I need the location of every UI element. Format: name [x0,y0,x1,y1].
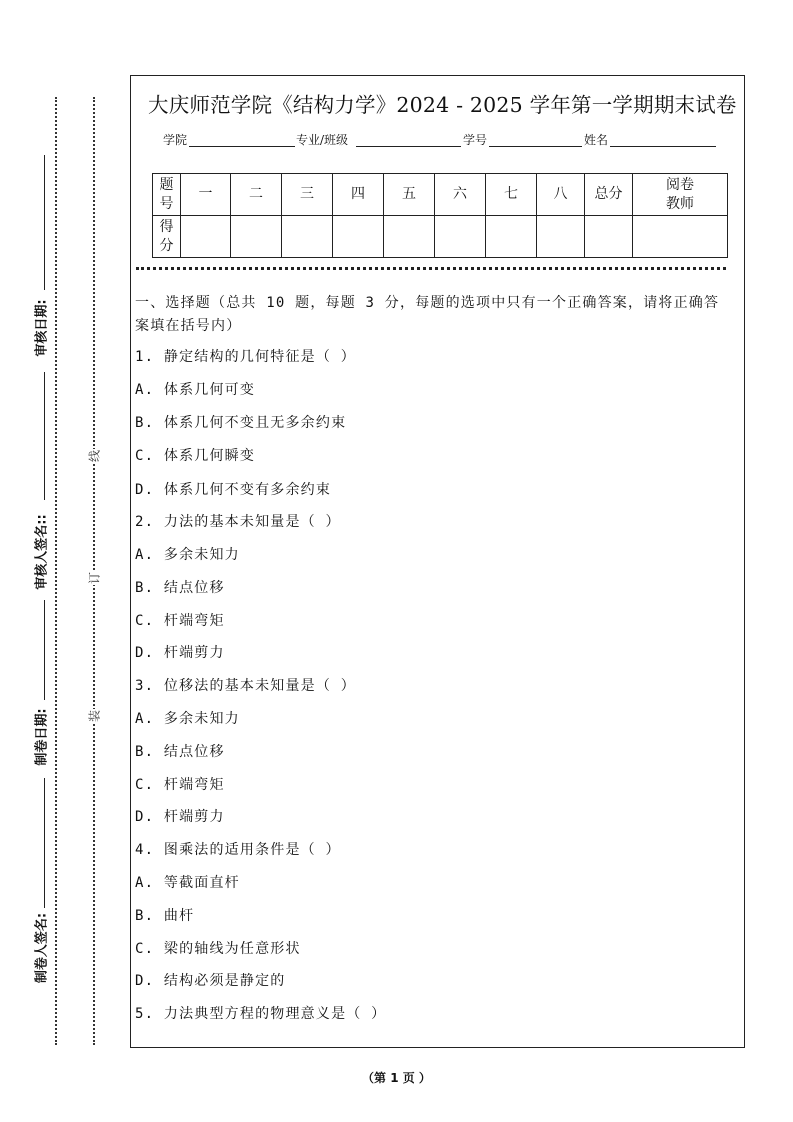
question-stem: 2. 力法的基本未知量是（ ） [135,514,341,530]
student-id-label: 学号 [463,133,488,147]
score-cell[interactable] [435,216,486,258]
exam-title: 大庆师范学院《结构力学》2024 - 2025 学年第一学期期末试卷 [148,93,737,117]
review-date-field[interactable] [44,155,45,290]
header-col-5: 五 [384,174,435,216]
header-col-8: 八 [537,174,585,216]
header-col-7: 七 [486,174,537,216]
reviewer-sign-field[interactable] [44,372,45,500]
answer-option: A. 多余未知力 [135,711,240,727]
answer-option: A. 多余未知力 [135,547,240,563]
binding-label-xian: 线 [87,449,102,463]
answer-option: D. 杆端剪力 [135,645,225,661]
answer-option: B. 体系几何不变且无多余约束 [135,415,347,431]
header-col-2: 二 [231,174,282,216]
score-cell[interactable] [537,216,585,258]
score-table-score-row [153,216,728,258]
review-date-label: 审核日期: [34,299,50,357]
college-label: 学院 [163,133,188,147]
answer-option: C. 体系几何瞬变 [135,448,256,464]
college-field[interactable] [189,146,295,147]
reviewer-sign-label: 审核人签名:: [34,514,50,590]
maker-sign-label: 制卷人签名: [34,912,50,984]
score-cell[interactable] [231,216,282,258]
maker-sign-field[interactable] [44,778,45,908]
score-table-header-row [153,174,728,216]
separator-dotted [136,267,726,273]
answer-option: A. 等截面直杆 [135,875,240,891]
header-grader-cell [633,174,728,216]
header-col-3: 三 [282,174,333,216]
student-id-field[interactable] [489,146,582,147]
score-cell[interactable] [181,216,231,258]
answer-option: B. 结点位移 [135,580,225,596]
score-label-bottom: 分 [159,237,174,254]
answer-option: C. 杆端弯矩 [135,777,225,793]
section-instruction: 一、选择题（总共 10 题，每题 3 分，每题的选项中只有一个正确答案，请将正确答 [135,295,720,311]
answer-option: D. 结构必须是静定的 [135,973,286,989]
score-cell[interactable] [282,216,333,258]
header-label-cell [153,174,181,216]
header-col-1: 一 [181,174,231,216]
major-field[interactable] [356,146,461,147]
header-col-total: 总分 [585,174,633,216]
answer-option: B. 曲杆 [135,908,195,924]
page-number: （第 1 页 ） [362,1071,431,1085]
question-stem: 1. 静定结构的几何特征是（ ） [135,349,356,365]
answer-option: D. 体系几何不变有多余约束 [135,482,332,498]
header-col-4: 四 [333,174,384,216]
score-cell[interactable] [333,216,384,258]
header-label-top: 题 [159,176,174,193]
question-stem: 3. 位移法的基本未知量是（ ） [135,678,356,694]
answer-option: A. 体系几何可变 [135,382,256,398]
binding-label-ding: 订 [87,571,102,585]
section-instruction: 案填在括号内） [135,318,242,334]
make-date-label: 制卷日期: [34,708,50,766]
answer-option: C. 梁的轴线为任意形状 [135,941,301,957]
grader-top: 阅卷 [666,176,694,193]
binding-label-zhuang: 装 [87,709,102,723]
name-field[interactable] [610,146,716,147]
score-cell[interactable] [486,216,537,258]
score-label-cell [153,216,181,258]
name-label: 姓名 [584,133,609,147]
score-table [152,173,728,258]
score-label-top: 得 [159,218,174,235]
score-cell-grader[interactable] [633,216,728,258]
make-date-field[interactable] [44,600,45,700]
answer-option: C. 杆端弯矩 [135,613,225,629]
cut-line-outer [55,97,57,1045]
question-stem: 5. 力法典型方程的物理意义是（ ） [135,1006,387,1022]
header-col-6: 六 [435,174,486,216]
grader-bottom: 教师 [666,195,694,212]
score-cell[interactable] [384,216,435,258]
score-cell-total[interactable] [585,216,633,258]
question-stem: 4. 图乘法的适用条件是（ ） [135,842,341,858]
header-label-bottom: 号 [159,195,174,212]
answer-option: D. 杆端剪力 [135,809,225,825]
major-label: 专业/班级 [296,133,349,147]
answer-option: B. 结点位移 [135,744,225,760]
